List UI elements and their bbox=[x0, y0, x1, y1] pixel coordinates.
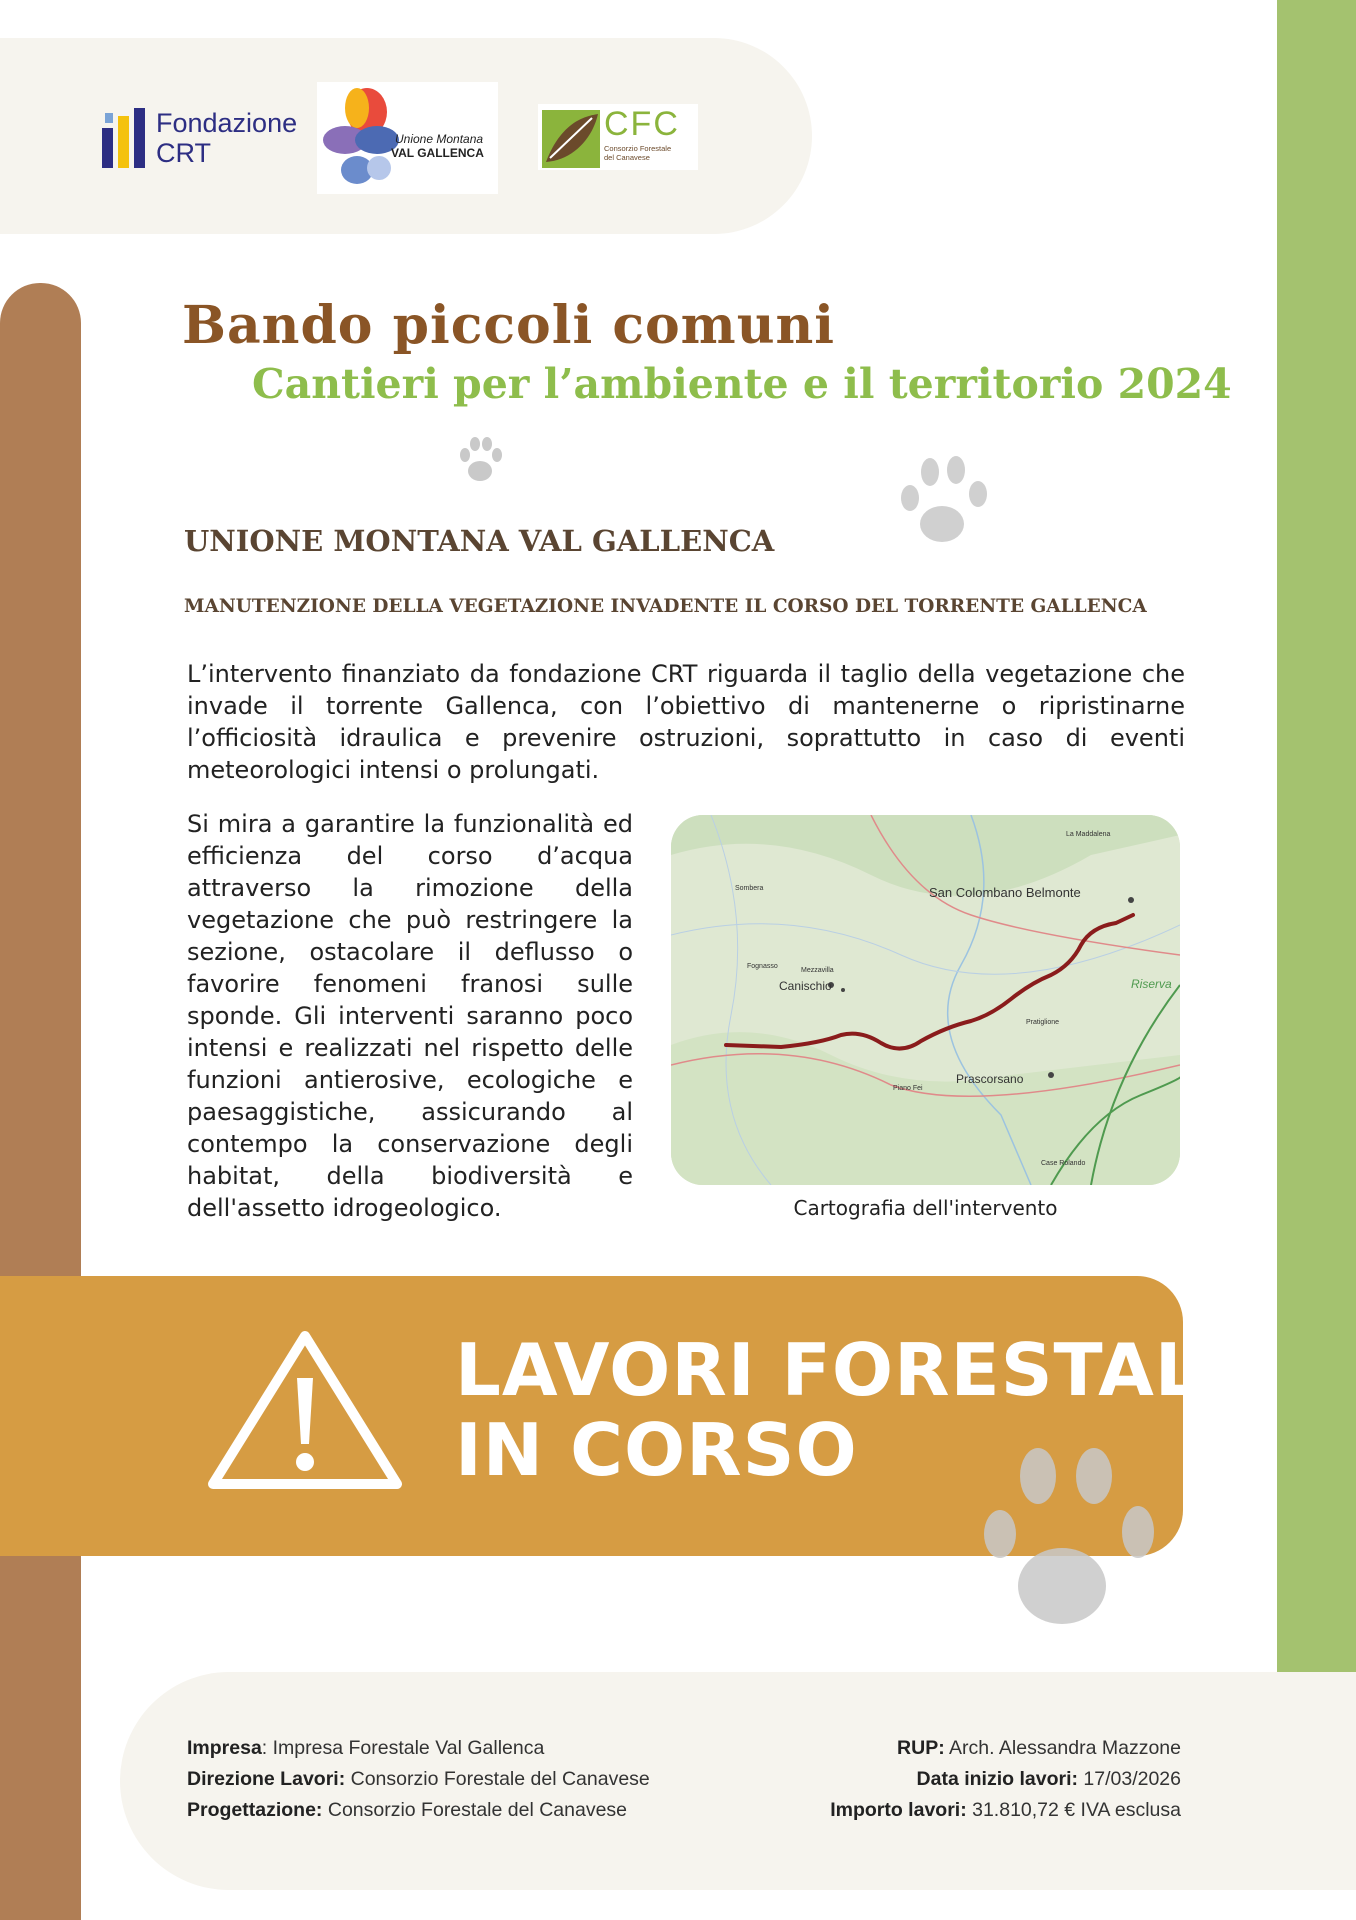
progettazione-value: Consorzio Forestale del Canavese bbox=[322, 1799, 628, 1821]
rup-value: Arch. Alessandra Mazzone bbox=[944, 1737, 1181, 1759]
fondazione-crt-logo bbox=[102, 108, 302, 168]
map-label-riserva: Riserva bbox=[1131, 977, 1172, 991]
map-label-san-colombano: San Colombano Belmonte bbox=[929, 885, 1081, 900]
intro-paragraph: L’intervento finanziato da fondazione CRT riguarda il taglio della vegetazione che invade il torrente Gallenca, con l’obiettivo di mantenerne o ripristinarne l’officiosità idraulica e prevenire ostruzioni, soprattutto in caso di eventi meteorologici intensi o prolungati. bbox=[187, 660, 1185, 784]
unione-logo-line2: VAL GALLENCA bbox=[391, 146, 484, 160]
map-label-la-maddalena: La Maddalena bbox=[1066, 831, 1111, 838]
warning-text-line2: IN CORSO bbox=[455, 1408, 858, 1492]
map-label-prascorsano: Prascorsano bbox=[956, 1072, 1024, 1086]
footer-direzione bbox=[187, 1764, 650, 1795]
map-label-fognasso: Fognasso bbox=[747, 963, 778, 970]
direzione-value: Consorzio Forestale del Canavese bbox=[345, 1768, 650, 1790]
impresa-label: Impresa bbox=[187, 1737, 262, 1759]
right-green-bar bbox=[1277, 0, 1356, 1716]
direzione-label: Direzione Lavori: bbox=[187, 1768, 346, 1790]
footer-importo bbox=[700, 1795, 1181, 1826]
rup-label: RUP: bbox=[897, 1737, 945, 1759]
footer-impresa bbox=[187, 1733, 650, 1764]
intervention-map bbox=[671, 815, 1180, 1185]
map-label-sombera: Sombera bbox=[735, 885, 764, 892]
cfc-logo-acronym: CFC bbox=[604, 105, 680, 143]
data-label: Data inizio lavori: bbox=[916, 1768, 1078, 1790]
crt-logo-line2: CRT bbox=[156, 138, 212, 168]
organization-heading: UNIONE MONTANA VAL GALLENCA bbox=[184, 524, 775, 558]
map-label-mezzavilla: Mezzavilla bbox=[801, 967, 834, 974]
impresa-value: : Impresa Forestale Val Gallenca bbox=[261, 1737, 545, 1759]
data-value: 17/03/2026 bbox=[1077, 1768, 1181, 1790]
progettazione-label: Progettazione: bbox=[187, 1799, 323, 1821]
warning-text-line1: LAVORI FORESTALI bbox=[455, 1328, 1230, 1412]
map-caption: Cartografia dell'intervento bbox=[793, 1196, 1058, 1220]
cfc-logo-line2: del Canavese bbox=[604, 153, 650, 162]
page-subtitle: Cantieri per l’ambiente e il territorio 2024 bbox=[252, 360, 1232, 408]
paw-print-icon bbox=[978, 1446, 1164, 1632]
map-label-pianfei: Piano Fei bbox=[893, 1085, 923, 1092]
cfc-logo bbox=[538, 104, 698, 170]
cfc-logo-line1: Consorzio Forestale bbox=[604, 144, 672, 153]
importo-value: 31.810,72 € IVA esclusa bbox=[966, 1799, 1181, 1821]
footer-left-info bbox=[187, 1733, 650, 1826]
unione-montana-logo bbox=[317, 82, 498, 194]
page-title: Bando piccoli comuni bbox=[182, 295, 836, 356]
left-brown-bar bbox=[0, 283, 81, 1920]
crt-logo-line1: Fondazione bbox=[156, 108, 298, 138]
footer-data-inizio bbox=[700, 1764, 1181, 1795]
body-paragraph: Si mira a garantire la funzionalità ed efficienza del corso d’acqua attraverso la rimozione della vegetazione che può restringere la sezione, ostacolare il deflusso o favorire fenomeni franosi sulle sponde. Gli interventi saranno poco intensi e realizzati nel rispetto delle funzioni antierosive, ecologiche e paesaggistiche, assicurando al contempo la conservazione degli habitat, della biodiversità e dell'assetto idrogeologico. bbox=[187, 810, 633, 1222]
map-label-pratiglione: Pratiglione bbox=[1026, 1019, 1060, 1026]
paw-print-icon bbox=[455, 435, 505, 483]
importo-label: Importo lavori: bbox=[830, 1799, 967, 1821]
unione-logo-line1: Unione Montana bbox=[395, 132, 484, 146]
map-label-case-rolando: Case Rolando bbox=[1041, 1160, 1086, 1167]
warning-triangle-icon bbox=[205, 1326, 405, 1492]
footer-progettazione bbox=[187, 1795, 650, 1826]
footer-right-info bbox=[700, 1733, 1181, 1826]
project-heading: MANUTENZIONE DELLA VEGETAZIONE INVADENTE IL CORSO DEL TORRENTE GALLENCA bbox=[184, 596, 1147, 617]
paw-print-icon bbox=[898, 452, 990, 546]
map-label-canischio: Canischio bbox=[779, 979, 832, 993]
footer-rup bbox=[700, 1733, 1181, 1764]
